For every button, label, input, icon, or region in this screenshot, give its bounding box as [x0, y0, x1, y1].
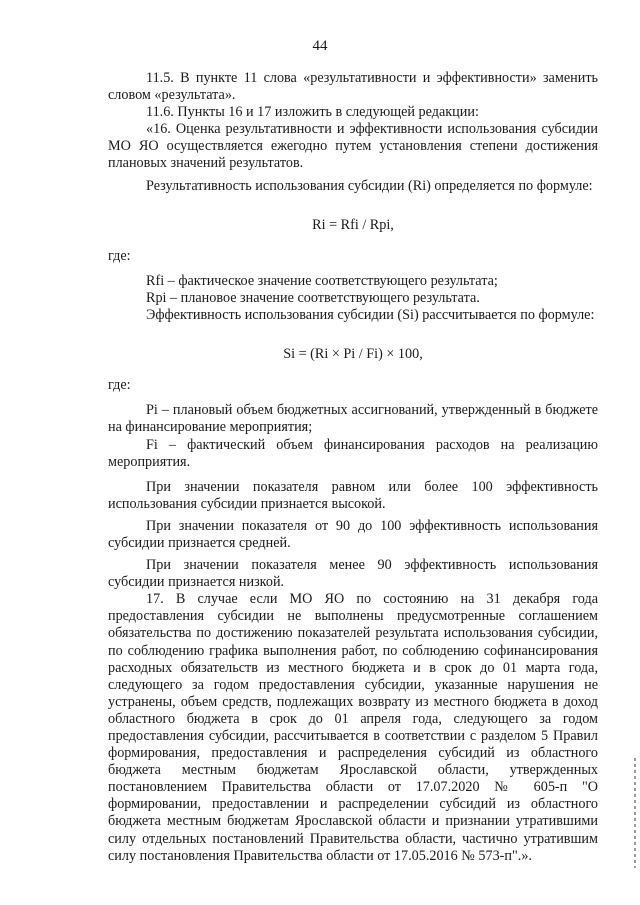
paragraph-11-5: 11.5. В пункте 11 слова «результативности и эффективности» заменить словом «результата». — [108, 70, 598, 104]
paragraph-medium: При значении показателя от 90 до 100 эффективность использования субсидии признается средней. — [108, 517, 598, 551]
paragraph-efficiency: Эффективность использования субсидии (Si) рассчитывается по формуле: — [146, 307, 595, 324]
scan-edge-mark — [634, 758, 636, 868]
paragraph-17: 17. В случае если МО ЯО по состоянию на 31 декабря года предоставления субсидии не выполнены предусмотренные соглашением обязательства по достижению показателей результата использования субсидии, по соблюдению графика выполнения работ, по соблюдению софинансирования расходных обязательств из местного бюджета и в срок до 01 марта года, следующего за годом предоставления субсидии, указанные нарушения не устранены, объем средств, подлежащих возврату из местного бюджета в доход областного бюджета в срок до 01 апреля года, следующего за годом предоставления субсидии, рассчитывается в соответствии с разделом 5 Правил формирования, предоставления и распределения субсидий из областного бюджета местным бюджетам Ярославской области, утвержденных постановлением Правительства области от 17.07.2020 № 605-п "О формировании, предоставлении и распределении субсидий из областного бюджета местным бюджетам Ярославской области и признании утратившими силу отдельных постановлений Правительства области, частично утратившим силу постановления Правительства области от 17.05.2016 № 573-п".». — [108, 591, 598, 864]
definition-pi: Pi – плановый объем бюджетных ассигнований, утвержденный в бюджете на финансирование мероприятия; — [108, 402, 598, 436]
where-label-2: где: — [108, 377, 131, 394]
definition-rpi: Rpi – плановое значение соответствующего результата. — [146, 289, 480, 306]
paragraph-resultativity: Результативность использования субсидии (Ri) определяется по формуле: — [146, 177, 593, 194]
paragraph-low: При значении показателя менее 90 эффективность использования субсидии признается низкой. — [108, 557, 598, 591]
paragraph-11-6: 11.6. Пункты 16 и 17 изложить в следующей редакции: — [146, 104, 479, 121]
where-label-1: где: — [108, 247, 131, 264]
definition-rfi: Rfi – фактическое значение соответствующего результата; — [146, 272, 498, 289]
page-number: 44 — [312, 38, 328, 54]
paragraph-high: При значении показателя равном или более 100 эффективность использования субсидии признается высокой. — [108, 478, 598, 512]
formula-si: Si = (Ri × Pi / Fi) × 100, — [283, 346, 423, 363]
document-body — [108, 70, 598, 865]
definition-fi: Fi – фактический объем финансирования расходов на реализацию мероприятия. — [108, 436, 598, 470]
paragraph-16-intro: «16. Оценка результативности и эффективности использования субсидии МО ЯО осуществляется ежегодно путем установления степени достижения плановых значений результатов. — [108, 121, 598, 172]
formula-ri: Ri = Rfi / Rpi, — [312, 216, 394, 233]
